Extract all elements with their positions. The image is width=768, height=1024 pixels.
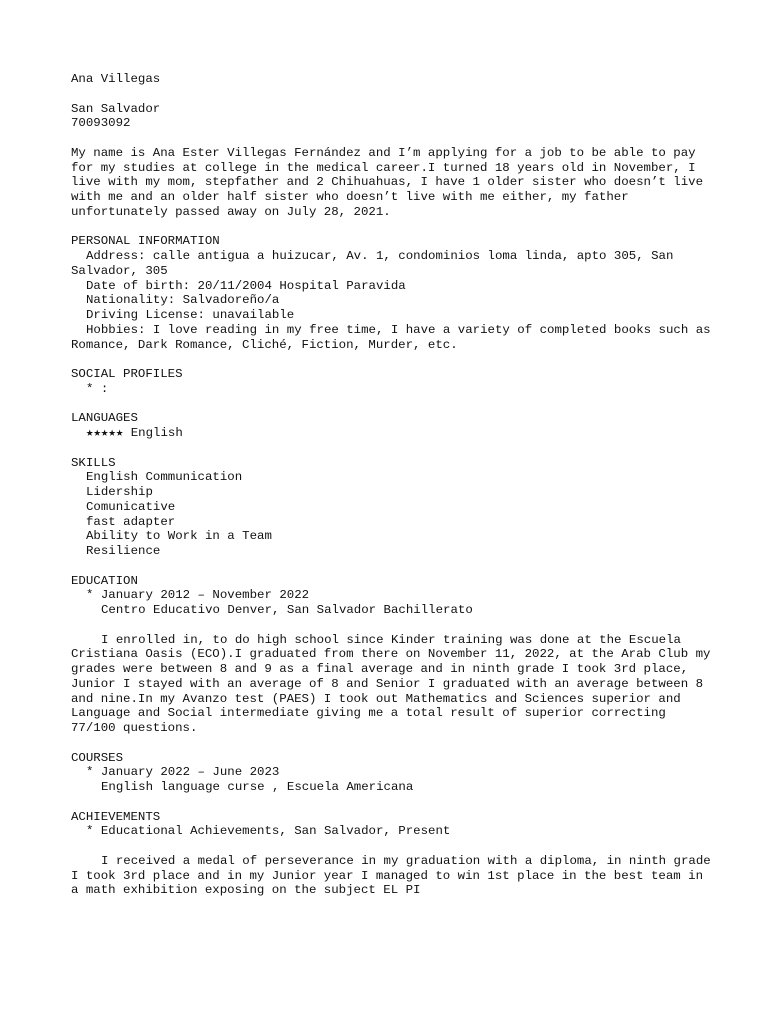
skill-item: Comunicative bbox=[86, 499, 176, 514]
intro-paragraph: My name is Ana Ester Villegas Fernández and I’m applying for a job to be able to pay for my studies at college in the medical career.I turned 18 years old in November, I live with my mom, stepfather and 2 Chihuahuas, I have 1 older sister who doesn’t live with me and an older half sister who doesn’t live with me either, my father unfortunately passed away on July 28, 2021. bbox=[71, 145, 711, 219]
course-dates: * January 2022 – June 2023 bbox=[86, 765, 280, 780]
skill-item: Ability to Work in a Team bbox=[86, 529, 272, 544]
skill-item: fast adapter bbox=[86, 514, 176, 529]
education-school: Centro Educativo Denver, San Salvador Bachillerato bbox=[101, 603, 473, 617]
personal-hobbies: Hobbies: I love reading in my free time, I have a variety of completed books such as Romance, Dark Romance, Cliché, Fiction, Murder, etc. bbox=[71, 322, 719, 352]
skill-item: Lidership bbox=[86, 485, 153, 499]
education-heading: EDUCATION bbox=[71, 573, 138, 588]
education-description: I enrolled in, to do high school since Kinder training was done at the Escuela Cristiana Oasis (ECO).I graduated from there on November 11, 2022, at the Arab Club my grades were between 8 and 9 as a final average and in ninth grade I took 3rd place, Junior I stayed with an average of 8 and Senior I graduated with an average between 8 and nine.In my Avanzo test (PAES) I took out Mathematics and Sciences superior and Language and Social intermediate giving me a total result of superior correcting 77/100 questions. bbox=[71, 632, 718, 735]
personal-dob: Date of birth: 20/11/2004 Hospital Paravida bbox=[86, 278, 406, 293]
skill-item: English Communication bbox=[86, 470, 243, 485]
personal-address: Address: calle antigua a huizucar, Av. 1, condominios loma linda, apto 305, San Salvador, 305 bbox=[71, 249, 681, 278]
achievements-heading: ACHIEVEMENTS bbox=[71, 809, 161, 824]
social-heading: SOCIAL PROFILES bbox=[71, 367, 183, 381]
skill-item: Resilience bbox=[86, 544, 161, 558]
personal-nationality: Nationality: Salvadoreño/a bbox=[86, 293, 280, 308]
applicant-phone: 70093092 bbox=[71, 116, 131, 131]
social-item: * : bbox=[86, 381, 109, 396]
resume-text bbox=[71, 72, 719, 898]
applicant-name: Ana Villegas bbox=[71, 72, 161, 86]
languages-heading: LANGUAGES bbox=[71, 411, 138, 426]
language-item: ★★★★★ English bbox=[86, 426, 183, 440]
course-detail: English language curse , Escuela Americana bbox=[101, 780, 414, 794]
personal-heading: PERSONAL INFORMATION bbox=[71, 234, 220, 249]
applicant-city: San Salvador bbox=[71, 101, 161, 116]
personal-license: Driving License: unavailable bbox=[86, 308, 295, 322]
courses-heading: COURSES bbox=[71, 750, 124, 765]
achievement-item: * Educational Achievements, San Salvador, Present bbox=[86, 824, 451, 839]
education-dates: * January 2012 – November 2022 bbox=[86, 588, 310, 603]
achievement-description: I received a medal of perseverance in my graduation with a diploma, in ninth grade I took 3rd place and in my Junior year I managed to win 1st place in the best team in a math exhibition exposing on the subject EL PI bbox=[71, 853, 719, 898]
skills-heading: SKILLS bbox=[71, 455, 116, 470]
